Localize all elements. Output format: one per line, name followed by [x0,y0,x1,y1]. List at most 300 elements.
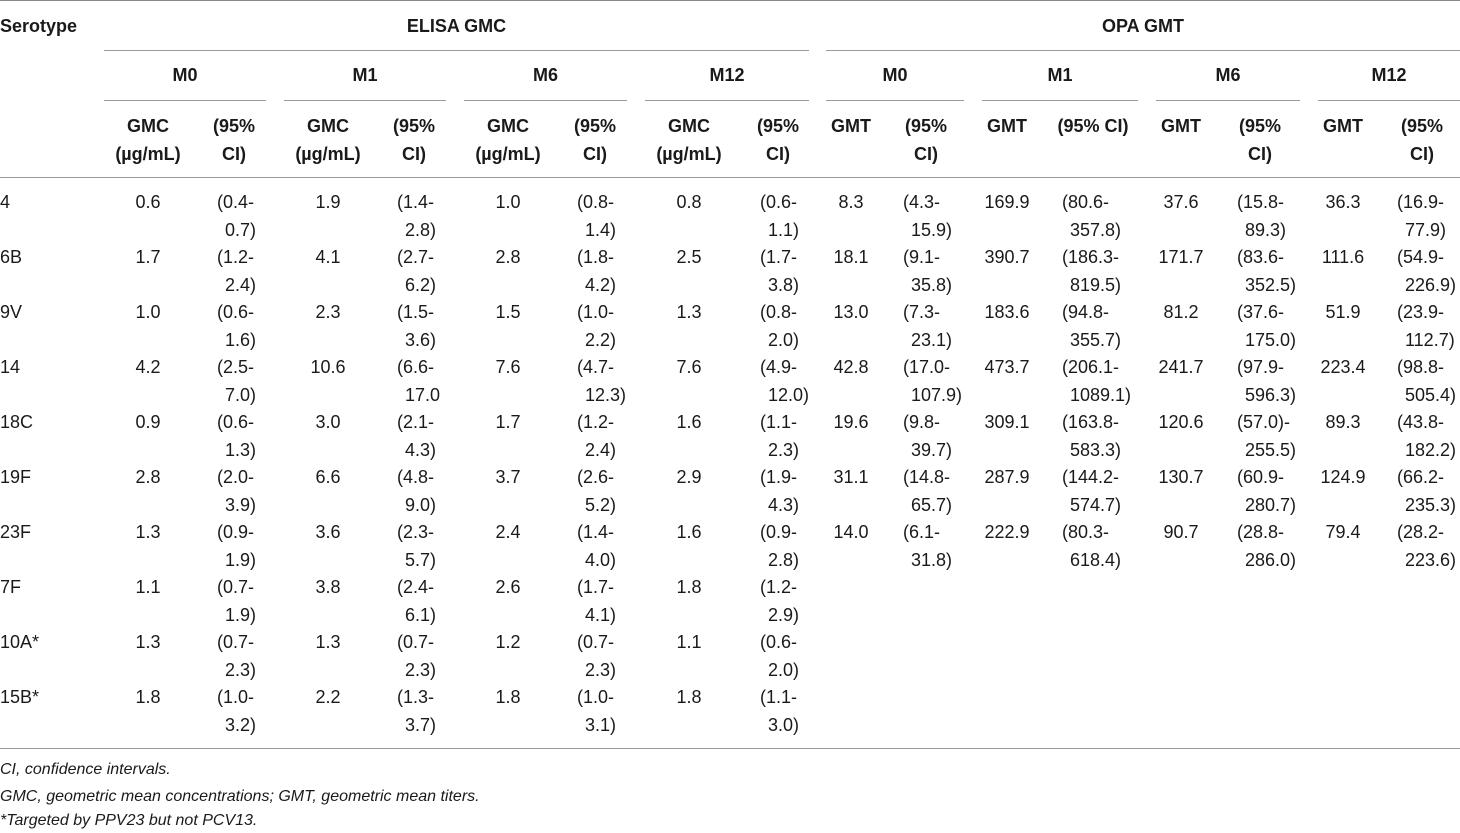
ci-lower: (0.7- [217,632,255,652]
elisa-value-cell: 2.8 [135,467,161,487]
month-rule [1318,100,1460,101]
opa-ci-cell [903,408,952,464]
ci-lower: (2.0- [217,467,255,487]
gmc-subheader: GMC (µg/mL) [656,116,722,164]
ci-upper: 2.4) [585,440,617,460]
ci-lower: (54.9- [1397,247,1445,267]
elisa-ci-cell [760,298,799,354]
elisa-value-cell: 3.8 [315,577,341,597]
ci-upper: 31.8) [911,550,953,570]
month-rule [284,100,446,101]
ci-lower: (0.8- [760,302,798,322]
serotype-cell: 23F [0,522,32,542]
ci-upper: 17.0 [405,385,441,405]
month-rule [464,100,627,101]
ci-lower: (1.7- [760,247,798,267]
elisa-m0-header: M0 [172,65,198,85]
ci-lower: (28.8- [1237,522,1285,542]
ci-upper: 3.8) [768,275,800,295]
elisa-value-cell: 1.9 [315,192,341,212]
ci-upper: 4.2) [585,275,617,295]
ci-subheader: (95% CI) [212,116,256,164]
opa-value-cell: 183.6 [984,302,1030,322]
opa-ci-cell [903,518,952,574]
opa-value-cell: 171.7 [1158,247,1204,267]
ci-lower: (17.0- [903,357,951,377]
ci-subheader: (95% CI) [904,116,948,164]
elisa-value-cell: 1.3 [135,522,161,542]
table-row [0,518,1460,573]
header-bottom-rule [0,177,1460,178]
elisa-value-cell: 1.8 [495,687,521,707]
ci-lower: (1.0- [217,687,255,707]
ci-lower: (144.2- [1062,467,1120,487]
elisa-value-cell: 1.8 [135,687,161,707]
elisa-ci-cell [760,353,809,409]
opa-ci-cell [1237,353,1296,409]
ci-lower: (97.9- [1237,357,1285,377]
serotype-cell: 18C [0,412,34,432]
elisa-value-cell: 1.7 [495,412,521,432]
elisa-value-cell: 4.2 [135,357,161,377]
ci-upper: 2.3) [405,660,437,680]
elisa-value-cell: 7.6 [676,357,702,377]
opa-value-cell: 51.9 [1325,302,1361,322]
opa-group-rule [826,50,1460,51]
table-row [0,408,1460,463]
gmt-subheader: GMT [831,116,871,136]
ci-lower: (1.5- [397,302,435,322]
opa-ci-cell [1237,243,1296,299]
elisa-value-cell: 1.1 [676,632,702,652]
ci-lower: (0.7- [397,632,435,652]
elisa-value-cell: 1.0 [135,302,161,322]
ci-lower: (80.3- [1062,522,1110,542]
opa-value-cell: 89.3 [1325,412,1361,432]
ci-lower: (206.1- [1062,357,1120,377]
elisa-ci-cell [577,243,616,299]
opa-value-cell: 287.9 [984,467,1030,487]
ci-upper: 6.2) [405,275,437,295]
footnote-gmc-gmt: GMC, geometric mean concentrations; GMT, geometric mean titers. [0,788,480,805]
elisa-value-cell: 1.2 [495,632,521,652]
ci-lower: (0.6- [760,632,798,652]
ci-upper: 355.7) [1070,330,1122,350]
opa-value-cell: 36.3 [1325,192,1361,212]
ci-lower: (0.7- [217,577,255,597]
opa-ci-cell [1397,408,1456,464]
ci-lower: (2.4- [397,577,435,597]
opa-m6-header: M6 [1215,65,1241,85]
elisa-ci-cell [217,463,256,519]
elisa-ci-cell [217,518,256,574]
opa-ci-cell [1397,353,1456,409]
serotype-cell: 6B [0,247,23,267]
ci-upper: 286.0) [1245,550,1297,570]
ci-upper: 255.5) [1245,440,1297,460]
opa-value-cell: 111.6 [1321,247,1365,267]
elisa-ci-cell [217,408,256,464]
ci-upper: 1.4) [585,220,617,240]
opa-ci-cell [1397,463,1456,519]
elisa-ci-cell [577,573,616,629]
elisa-m1-header: M1 [352,65,378,85]
ci-lower: (4.8- [397,467,435,487]
elisa-value-cell: 1.3 [676,302,702,322]
ci-lower: (1.8- [577,247,615,267]
ci-lower: (2.5- [217,357,255,377]
ci-lower: (1.0- [577,687,615,707]
opa-ci-cell [1237,463,1296,519]
opa-value-cell: 473.7 [984,357,1030,377]
elisa-value-cell: 2.8 [495,247,521,267]
gmt-subheader: GMT [1323,116,1363,136]
opa-ci-cell [903,188,952,244]
ci-upper: 3.1) [585,715,617,735]
gmc-subheader: GMC (µg/mL) [475,116,541,164]
ci-lower: (23.9- [1397,302,1445,322]
table-row [0,353,1460,408]
elisa-value-cell: 3.6 [315,522,341,542]
elisa-ci-cell [397,353,440,409]
ci-lower: (2.7- [397,247,435,267]
ci-upper: 1.9) [225,550,257,570]
ci-lower: (186.3- [1062,247,1120,267]
opa-m12-header: M12 [1371,65,1407,85]
opa-value-cell: 309.1 [984,412,1030,432]
ci-upper: 23.1) [911,330,953,350]
ci-upper: 5.7) [405,550,437,570]
ci-upper: 4.1) [585,605,617,625]
table-row [0,188,1460,243]
opa-ci-cell [1062,463,1121,519]
opa-value-cell: 120.6 [1158,412,1204,432]
serotype-header: Serotype [0,16,78,36]
ci-upper: 2.8) [405,220,437,240]
ci-lower: (80.6- [1062,192,1110,212]
ci-lower: (163.8- [1062,412,1120,432]
elisa-ci-cell [577,353,626,409]
month-rule [104,100,266,101]
elisa-ci-cell [760,683,799,739]
month-rule [1156,100,1300,101]
opa-ci-cell [1397,188,1446,244]
opa-ci-cell [1397,518,1456,574]
ci-upper: 2.4) [225,275,257,295]
elisa-value-cell: 2.9 [676,467,702,487]
opa-value-cell: 81.2 [1163,302,1199,322]
elisa-ci-cell [577,628,616,684]
ci-upper: 223.6) [1405,550,1457,570]
month-rule [826,100,964,101]
opa-ci-cell [1062,353,1131,409]
opa-ci-cell [1397,243,1456,299]
serotype-cell: 9V [0,302,23,322]
elisa-value-cell: 3.7 [495,467,521,487]
ci-lower: (0.9- [217,522,255,542]
elisa-value-cell: 1.6 [676,412,702,432]
opa-value-cell: 8.3 [838,192,864,212]
ci-lower: (9.8- [903,412,941,432]
ci-upper: 7.0) [225,385,257,405]
elisa-ci-cell [397,463,436,519]
ci-lower: (4.9- [760,357,798,377]
ci-subheader: (95% CI) [1238,116,1282,164]
opa-value-cell: 79.4 [1325,522,1361,542]
serotype-cell: 4 [0,192,11,212]
ci-lower: (0.6- [760,192,798,212]
ci-lower: (0.7- [577,632,615,652]
gmc-subheader: GMC (µg/mL) [295,116,361,164]
opa-value-cell: 31.1 [833,467,869,487]
opa-value-cell: 19.6 [833,412,869,432]
opa-ci-cell [1237,518,1296,574]
ci-upper: 1089.1) [1070,385,1132,405]
ci-lower: (43.8- [1397,412,1445,432]
ci-upper: 39.7) [911,440,953,460]
ci-upper: 15.9) [911,220,953,240]
ci-lower: (60.9- [1237,467,1285,487]
ci-full-subheader: (95% CI) [1057,116,1129,136]
elisa-m6-header: M6 [532,65,558,85]
elisa-value-cell: 1.7 [135,247,161,267]
opa-ci-cell [1397,298,1455,354]
elisa-ci-cell [397,573,436,629]
opa-value-cell: 42.8 [833,357,869,377]
ci-upper: 574.7) [1070,495,1122,515]
ci-upper: 6.1) [405,605,437,625]
elisa-ci-cell [577,683,616,739]
opa-value-cell: 13.0 [833,302,869,322]
opa-ci-cell [1062,408,1121,464]
serotype-cell: 15B* [0,687,40,707]
month-rule [645,100,809,101]
ci-lower: (2.6- [577,467,615,487]
elisa-ci-cell [397,518,436,574]
opa-m1-header: M1 [1047,65,1073,85]
gmt-subheader: GMT [1161,116,1201,136]
ci-subheader: (95% CI) [756,116,800,164]
ci-upper: 357.8) [1070,220,1122,240]
serotype-cell: 10A* [0,632,40,652]
ci-upper: 596.3) [1245,385,1297,405]
table-row [0,463,1460,518]
opa-ci-cell [903,298,952,354]
opa-ci-cell [1237,408,1296,464]
elisa-ci-cell [760,188,799,244]
ci-lower: (66.2- [1397,467,1445,487]
ci-upper: 5.2) [585,495,617,515]
ci-upper: 12.0) [768,385,810,405]
opa-ci-cell [1062,243,1121,299]
elisa-ci-cell [760,463,799,519]
elisa-ci-cell [217,573,256,629]
ci-lower: (1.7- [577,577,615,597]
ci-lower: (1.9- [760,467,798,487]
ci-lower: (1.4- [577,522,615,542]
elisa-ci-cell [397,683,436,739]
elisa-ci-cell [577,408,616,464]
ci-lower: (37.6- [1237,302,1285,322]
elisa-ci-cell [217,683,256,739]
opa-ci-cell [1062,188,1121,244]
opa-ci-cell [903,353,962,409]
opa-ci-cell [1062,518,1121,574]
elisa-value-cell: 7.6 [495,357,521,377]
gmc-subheader: GMC (µg/mL) [115,116,181,164]
elisa-value-cell: 1.8 [676,577,702,597]
elisa-ci-cell [577,298,616,354]
ci-upper: 3.7) [405,715,437,735]
gmt-subheader: GMT [987,116,1027,136]
ci-upper: 3.6) [405,330,437,350]
ci-upper: 1.9) [225,605,257,625]
serotype-cell: 19F [0,467,32,487]
ci-lower: (4.3- [903,192,941,212]
elisa-ci-cell [397,188,436,244]
elisa-value-cell: 2.5 [676,247,702,267]
ci-upper: 12.3) [585,385,627,405]
serotype-cell: 14 [0,357,21,377]
ci-lower: (98.8- [1397,357,1445,377]
opa-value-cell: 241.7 [1158,357,1204,377]
ci-upper: 35.8) [911,275,953,295]
ci-lower: (0.6- [217,302,255,322]
elisa-value-cell: 1.6 [676,522,702,542]
ci-lower: (1.2- [217,247,255,267]
opa-ci-cell [903,463,952,519]
elisa-value-cell: 0.8 [676,192,702,212]
opa-value-cell: 130.7 [1158,467,1204,487]
ci-upper: 2.3) [768,440,800,460]
ci-lower: (1.0- [577,302,615,322]
opa-value-cell: 124.9 [1320,467,1366,487]
ci-upper: 2.9) [768,605,800,625]
ci-lower: (6.1- [903,522,941,542]
ci-upper: 280.7) [1245,495,1297,515]
elisa-ci-cell [397,628,436,684]
ci-upper: 1.3) [225,440,257,460]
elisa-value-cell: 1.0 [495,192,521,212]
elisa-value-cell: 1.1 [135,577,161,597]
ci-upper: 4.3) [768,495,800,515]
opa-value-cell: 222.9 [984,522,1030,542]
ci-upper: 352.5) [1245,275,1297,295]
table-row [0,573,1460,628]
ci-lower: (1.2- [577,412,615,432]
elisa-value-cell: 1.3 [135,632,161,652]
elisa-value-cell: 0.6 [135,192,161,212]
elisa-ci-cell [397,408,436,464]
table-row [0,298,1460,353]
ci-upper: 89.3) [1245,220,1287,240]
opa-m0-header: M0 [882,65,908,85]
opa-value-cell: 390.7 [984,247,1030,267]
ci-lower: (1.3- [397,687,435,707]
elisa-ci-cell [217,298,256,354]
elisa-ci-cell [577,463,616,519]
elisa-value-cell: 1.5 [495,302,521,322]
elisa-ci-cell [217,353,256,409]
ci-lower: (2.3- [397,522,435,542]
ci-lower: (94.8- [1062,302,1110,322]
ci-upper: 1.6) [225,330,257,350]
opa-ci-cell [1237,188,1286,244]
ci-upper: 9.0) [405,495,437,515]
ci-lower: (1.2- [760,577,798,597]
elisa-ci-cell [217,628,256,684]
ci-lower: (4.7- [577,357,615,377]
ci-upper: 505.4) [1405,385,1457,405]
elisa-ci-cell [397,243,436,299]
ci-lower: (0.6- [217,412,255,432]
ci-lower: (6.6- [397,357,435,377]
ci-subheader: (95% CI) [392,116,436,164]
ci-lower: (28.2- [1397,522,1445,542]
ci-lower: (1.1- [760,687,798,707]
ci-upper: 0.7) [225,220,257,240]
ci-upper: 3.2) [225,715,257,735]
ci-upper: 2.0) [768,330,800,350]
ci-lower: (57.0)- [1237,412,1291,432]
elisa-value-cell: 4.1 [315,247,341,267]
ci-subheader: (95% CI) [1400,116,1444,164]
elisa-value-cell: 0.9 [135,412,161,432]
elisa-ci-cell [577,188,616,244]
ci-lower: (14.8- [903,467,951,487]
elisa-m12-header: M12 [709,65,745,85]
ci-upper: 4.3) [405,440,437,460]
ci-upper: 3.0) [768,715,800,735]
ci-upper: 819.5) [1070,275,1122,295]
ci-upper: 2.3) [585,660,617,680]
elisa-ci-cell [217,243,256,299]
opa-value-cell: 169.9 [984,192,1030,212]
elisa-value-cell: 1.8 [676,687,702,707]
ci-lower: (1.4- [397,192,435,212]
ci-lower: (16.9- [1397,192,1445,212]
ci-upper: 2.0) [768,660,800,680]
elisa-ci-cell [760,573,799,629]
ci-upper: 226.9) [1405,275,1457,295]
elisa-ci-cell [760,518,799,574]
opa-value-cell: 37.6 [1163,192,1199,212]
ci-upper: 235.3) [1405,495,1457,515]
ci-lower: (7.3- [903,302,941,322]
ci-subheader: (95% CI) [573,116,617,164]
ci-lower: (9.1- [903,247,941,267]
ci-upper: 112.7) [1405,330,1455,350]
ci-upper: 2.2) [585,330,617,350]
ci-upper: 107.9) [911,385,963,405]
ci-upper: 77.9) [1405,220,1447,240]
elisa-value-cell: 2.3 [315,302,341,322]
table-row [0,683,1460,738]
ci-lower: (15.8- [1237,192,1285,212]
elisa-gmc-header: ELISA GMC [406,16,507,36]
ci-lower: (0.8- [577,192,615,212]
ci-lower: (83.6- [1237,247,1285,267]
table-bottom-rule [0,748,1460,749]
opa-ci-cell [903,243,952,299]
ci-lower: (0.9- [760,522,798,542]
ci-upper: 4.0) [585,550,617,570]
ci-upper: 1.1) [768,220,800,240]
ci-upper: 182.2) [1405,440,1457,460]
ci-upper: 583.3) [1070,440,1122,460]
elisa-ci-cell [217,188,256,244]
ci-lower: (1.1- [760,412,798,432]
